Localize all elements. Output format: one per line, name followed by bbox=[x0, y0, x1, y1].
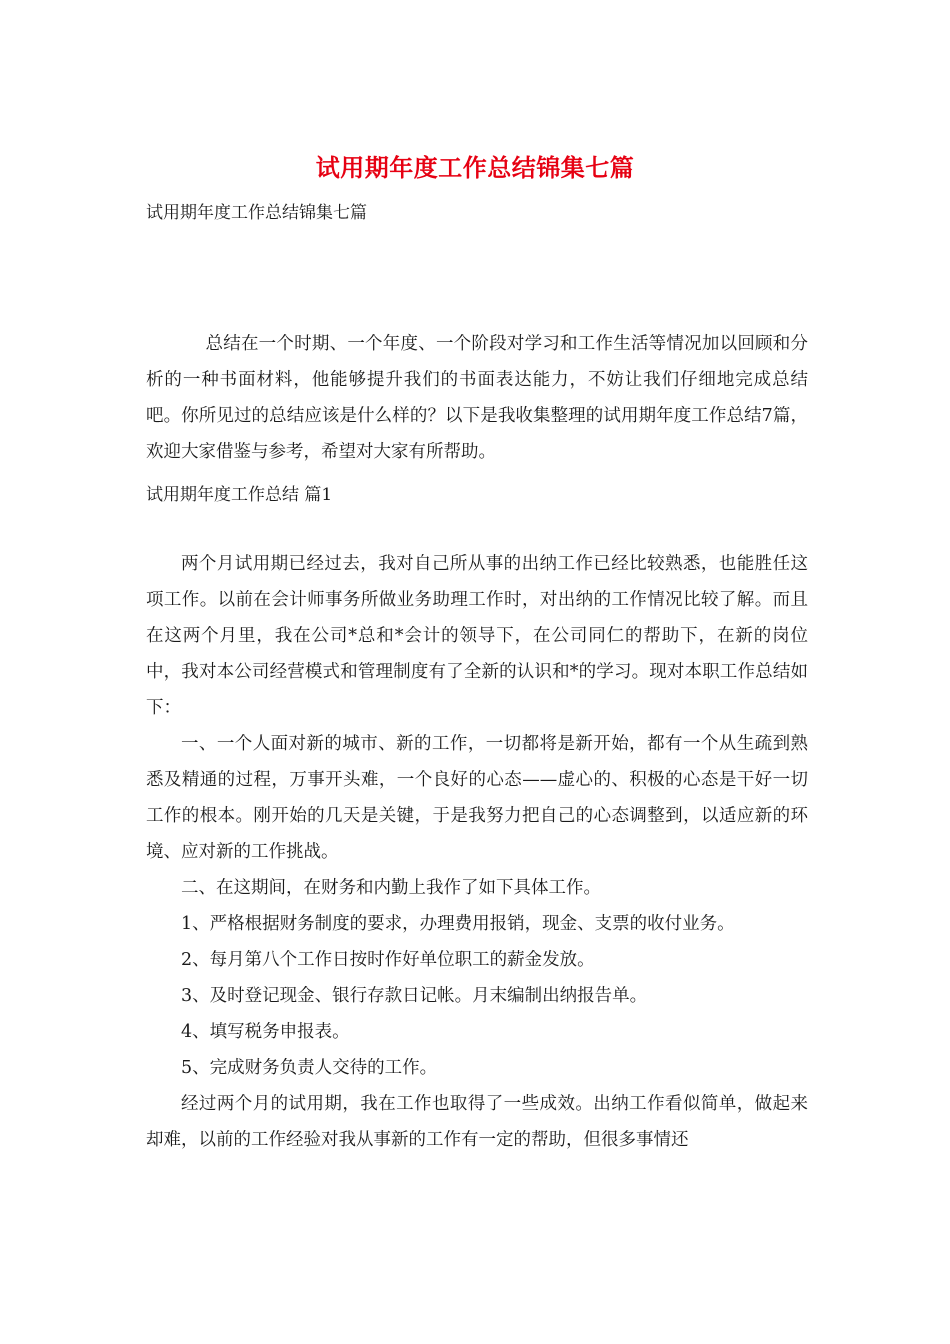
body-paragraph: 两个月试用期已经过去，我对自己所从事的出纳工作已经比较熟悉，也能胜任这项工作。以前在会计师事务所做业务助理工作时，对出纳的工作情况比较了解。而且在这两个月里，我在公司*总和*会计的领导下，在公司同仁的帮助下，在新的岗位中，我对本公司经营模式和管理制度有了全新的认识和*的学习。现对本职工作总结如下： bbox=[146, 554, 808, 718]
section-heading: 试用期年度工作总结 篇1 bbox=[146, 485, 333, 505]
body-paragraph: 一、一个人面对新的城市、新的工作，一切都将是新开始，都有一个从生疏到熟悉及精通的过程，万事开头难，一个良好的心态——虚心的、积极的心态是干好一切工作的根本。刚开始的几天是关键，于是我努力把自己的心态调整到，以适应新的环境、应对新的工作挑战。 bbox=[146, 734, 808, 862]
list-item: 1、严格根据财务制度的要求，办理费用报销，现金、支票的收付业务。 bbox=[181, 914, 735, 934]
body-paragraph: 二、在这期间，在财务和内勤上我作了如下具体工作。 bbox=[181, 878, 601, 898]
list-item: 2、每月第八个工作日按时作好单位职工的薪金发放。 bbox=[181, 950, 595, 970]
intro-paragraph: 总结在一个时期、一个年度、一个阶段对学习和工作生活等情况加以回顾和分析的一种书面材料，他能够提升我们的书面表达能力，不妨让我们仔细地完成总结吧。你所见过的总结应该是什么样的？以下是我收集整理的试用期年度工作总结7篇，欢迎大家借鉴与参考，希望对大家有所帮助。 bbox=[146, 334, 808, 462]
document-title: 试用期年度工作总结锦集七篇 bbox=[315, 153, 635, 182]
document-subtitle: 试用期年度工作总结锦集七篇 bbox=[146, 203, 367, 223]
list-item: 3、及时登记现金、银行存款日记帐。月末编制出纳报告单。 bbox=[181, 986, 648, 1006]
list-item: 5、完成财务负责人交待的工作。 bbox=[181, 1058, 438, 1078]
body-paragraph: 经过两个月的试用期，我在工作也取得了一些成效。出纳工作看似简单，做起来却难，以前的工作经验对我从事新的工作有一定的帮助，但很多事情还 bbox=[146, 1094, 808, 1150]
list-item: 4、填写税务申报表。 bbox=[181, 1022, 350, 1042]
intro-block bbox=[146, 326, 808, 470]
body-block bbox=[146, 546, 808, 1158]
